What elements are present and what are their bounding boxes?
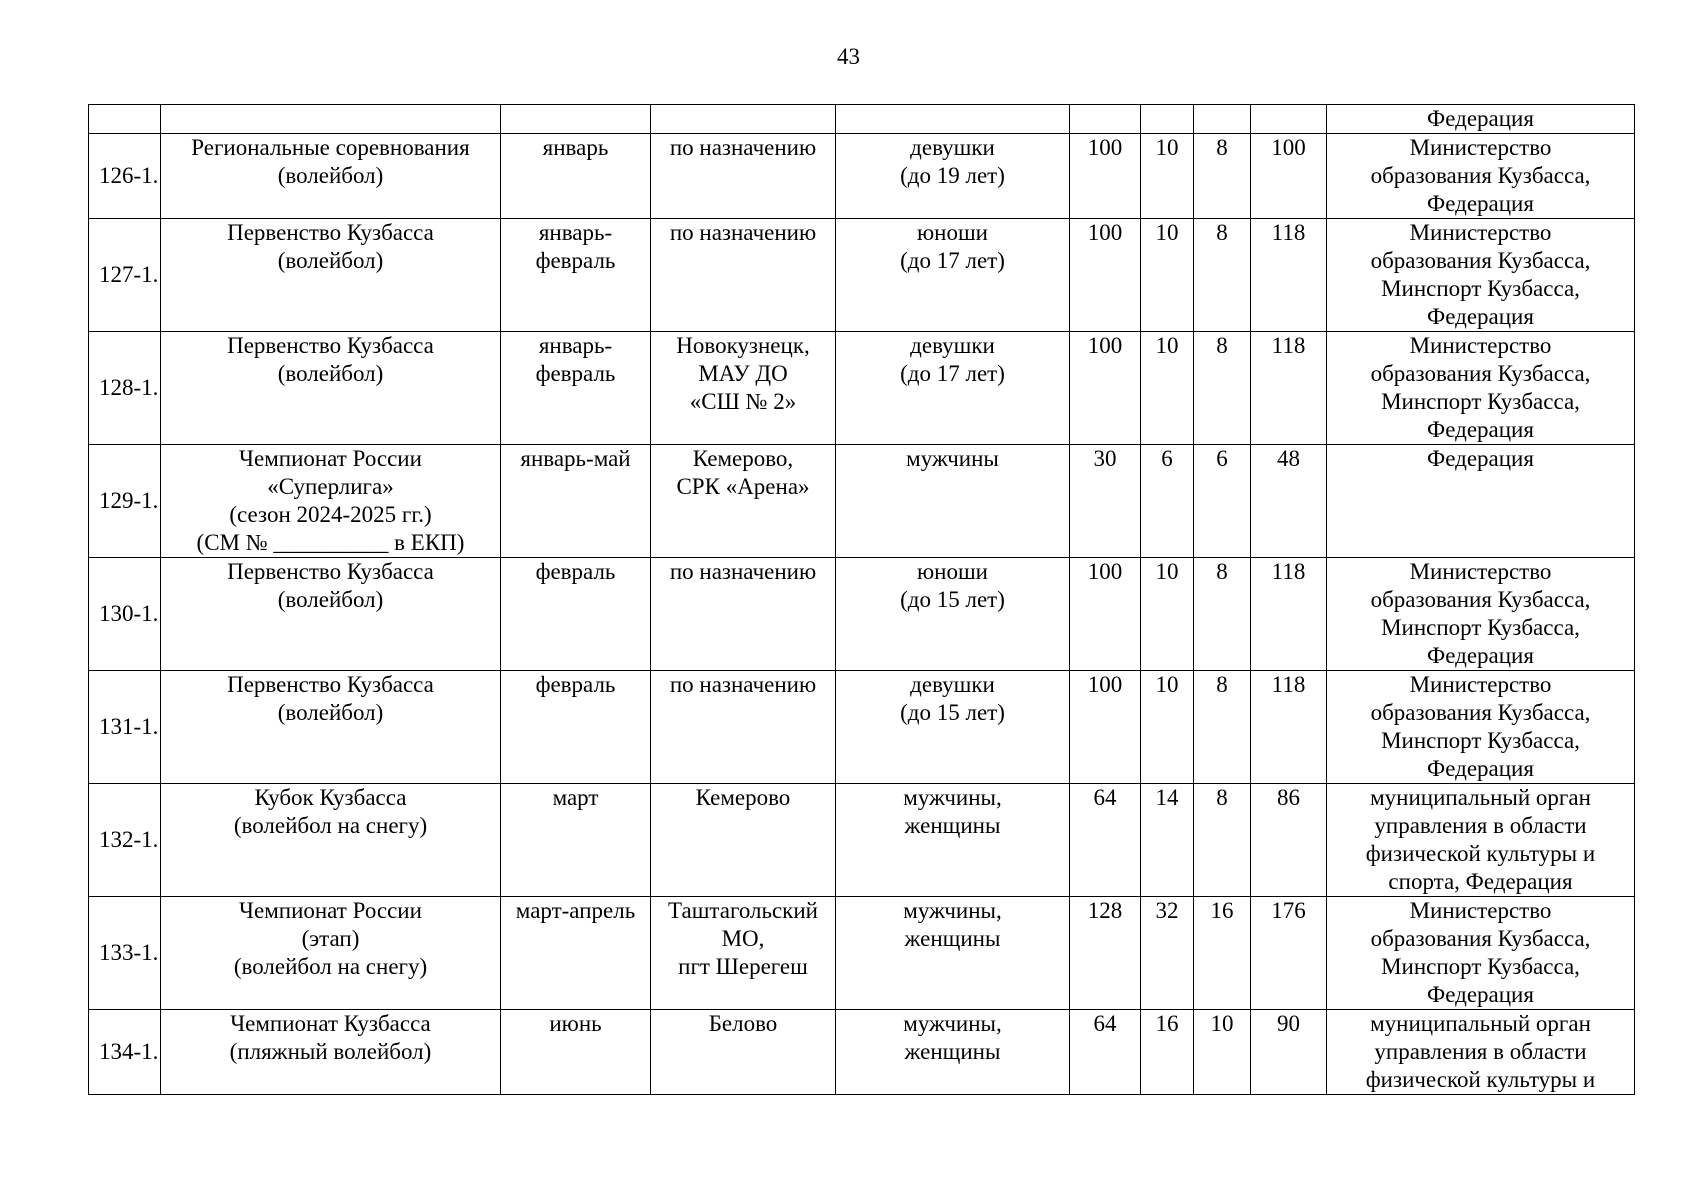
cell-athletes: 30 [1070, 445, 1141, 558]
cell-participants [836, 897, 1070, 1010]
organizer-line: спорта, Федерация [1388, 869, 1573, 894]
event-line: Кубок Кузбасса [254, 785, 407, 810]
organizer-line: Министерство [1409, 672, 1552, 697]
cell-venue [651, 134, 836, 219]
venue-line: Белово [708, 1011, 778, 1036]
event-line: (СМ № __________ в ЕКП) [196, 530, 465, 555]
dates-line: январь- [538, 220, 613, 245]
venue-line: по назначению [669, 220, 817, 245]
event-line: (волейбол на снегу) [233, 954, 428, 979]
cell-num: 128-1. [89, 332, 161, 445]
cell-total [1251, 105, 1327, 134]
continuation-row [89, 105, 1635, 134]
cell-venue [651, 671, 836, 784]
cell-coaches: 32 [1141, 897, 1194, 1010]
cell-participants [836, 219, 1070, 332]
cell-total: 118 [1251, 332, 1327, 445]
cell-judges: 8 [1194, 558, 1251, 671]
event-line: (этап) [301, 926, 360, 951]
participants-line: (до 15 лет) [900, 587, 1005, 612]
cell-event [161, 558, 501, 671]
cell-dates [501, 1010, 651, 1095]
dates-line: февраль [535, 248, 616, 273]
cell-organizer [1327, 219, 1635, 332]
event-line: (волейбол) [277, 587, 384, 612]
cell-event [161, 671, 501, 784]
event-line: (пляжный волейбол) [229, 1039, 432, 1064]
cell-participants [836, 134, 1070, 219]
participants-line: (до 17 лет) [900, 248, 1005, 273]
table-row [89, 219, 1635, 332]
venue-line: пгт Шерегеш [678, 954, 808, 979]
participants-line: женщины [904, 1039, 1001, 1064]
cell-judges: 6 [1194, 445, 1251, 558]
dates-line: январь [542, 135, 609, 160]
cell-judges [1194, 105, 1251, 134]
cell-organizer [1327, 332, 1635, 445]
cell-total: 176 [1251, 897, 1327, 1010]
event-line: Первенство Кузбасса [227, 220, 434, 245]
table-row [89, 332, 1635, 445]
organizer-line: Министерство [1409, 135, 1552, 160]
cell-participants [836, 1010, 1070, 1095]
table-row [89, 671, 1635, 784]
participants-line: юноши [916, 559, 988, 584]
cell-participants [836, 445, 1070, 558]
cell-judges: 8 [1194, 332, 1251, 445]
cell-dates [501, 332, 651, 445]
cell-athletes [1070, 105, 1141, 134]
participants-line: (до 15 лет) [900, 700, 1005, 725]
cell-organizer [1327, 105, 1635, 134]
cell-coaches: 10 [1141, 219, 1194, 332]
cell-coaches: 10 [1141, 332, 1194, 445]
cell-organizer [1327, 445, 1635, 558]
cell-venue [651, 332, 836, 445]
cell-dates [501, 784, 651, 897]
organizer-line: Министерство [1409, 898, 1552, 923]
organizer-line: муниципальный орган [1370, 785, 1591, 810]
cell-athletes: 64 [1070, 784, 1141, 897]
cell-dates [501, 134, 651, 219]
cell-judges: 8 [1194, 134, 1251, 219]
event-line: Региональные соревнования [191, 135, 470, 160]
dates-line: январь- [538, 333, 613, 358]
participants-line: девушки [910, 135, 995, 160]
organizer-line: образования Кузбасса, [1370, 587, 1591, 612]
cell-dates [501, 105, 651, 134]
event-line: «Суперлига» [267, 474, 394, 499]
cell-organizer [1327, 134, 1635, 219]
cell-participants [836, 558, 1070, 671]
cell-coaches [1141, 105, 1194, 134]
event-line: Первенство Кузбасса [227, 333, 434, 358]
organizer-line: Министерство [1409, 220, 1552, 245]
cell-judges: 10 [1194, 1010, 1251, 1095]
cell-total: 86 [1251, 784, 1327, 897]
organizer-line: Минспорт Кузбасса, [1381, 389, 1580, 414]
cell-coaches: 10 [1141, 671, 1194, 784]
dates-line: март [552, 785, 599, 810]
event-line: Чемпионат России [239, 446, 422, 471]
organizer-line: образования Кузбасса, [1370, 361, 1591, 386]
cell-athletes: 100 [1070, 558, 1141, 671]
cell-total: 48 [1251, 445, 1327, 558]
cell-total: 118 [1251, 219, 1327, 332]
organizer-line: Федерация [1427, 417, 1534, 442]
cell-organizer [1327, 671, 1635, 784]
venue-line: СРК «Арена» [676, 474, 810, 499]
table-row [89, 558, 1635, 671]
participants-line: мужчины, [903, 785, 1002, 810]
organizer-line: Минспорт Кузбасса, [1381, 728, 1580, 753]
cell-event [161, 445, 501, 558]
organizer-line: Федерация [1427, 756, 1534, 781]
dates-line: февраль [535, 361, 616, 386]
event-line: (волейбол на снегу) [233, 813, 428, 838]
cell-judges: 8 [1194, 219, 1251, 332]
cell-event [161, 332, 501, 445]
cell-athletes: 100 [1070, 332, 1141, 445]
cell-total: 118 [1251, 671, 1327, 784]
cell-venue [651, 105, 836, 134]
organizer-line: физической культуры и [1365, 841, 1596, 866]
table-row [89, 1010, 1635, 1095]
table-row [89, 784, 1635, 897]
participants-line: девушки [910, 672, 995, 697]
cell-judges: 8 [1194, 671, 1251, 784]
cell-athletes: 100 [1070, 671, 1141, 784]
cell-athletes: 128 [1070, 897, 1141, 1010]
organizer-line: Федерация [1427, 643, 1534, 668]
event-line: (сезон 2024-2025 гг.) [229, 502, 432, 527]
dates-line: февраль [535, 672, 616, 697]
venue-line: МО, [721, 926, 765, 951]
events-table-body [89, 105, 1635, 1095]
event-line: Чемпионат России [239, 898, 422, 923]
page-number: 43 [837, 44, 860, 69]
cell-num: 126-1. [89, 134, 161, 219]
cell-athletes: 100 [1070, 134, 1141, 219]
event-line: Чемпионат Кузбасса [230, 1011, 431, 1036]
participants-line: мужчины [906, 446, 999, 471]
organizer-line: Федерация [1427, 191, 1534, 216]
cell-organizer [1327, 1010, 1635, 1095]
cell-num: 133-1. [89, 897, 161, 1010]
venue-line: Таштагольский [668, 898, 818, 923]
venue-line: Кемерово [695, 785, 791, 810]
cell-event [161, 134, 501, 219]
organizer-line: Минспорт Кузбасса, [1381, 615, 1580, 640]
organizer-line: муниципальный орган [1370, 1011, 1591, 1036]
venue-line: по назначению [669, 672, 817, 697]
participants-line: женщины [904, 926, 1001, 951]
cell-participants [836, 105, 1070, 134]
events-table [88, 104, 1635, 1095]
cell-event [161, 784, 501, 897]
cell-total: 90 [1251, 1010, 1327, 1095]
participants-line: (до 19 лет) [900, 163, 1005, 188]
table-row [89, 445, 1635, 558]
organizer-line: Министерство [1409, 333, 1552, 358]
cell-num: 127-1. [89, 219, 161, 332]
event-line: (волейбол) [277, 361, 384, 386]
event-line: (волейбол) [277, 248, 384, 273]
participants-line: юноши [916, 220, 988, 245]
cell-event [161, 105, 501, 134]
cell-coaches: 16 [1141, 1010, 1194, 1095]
cell-venue [651, 219, 836, 332]
participants-line: девушки [910, 333, 995, 358]
cell-venue [651, 1010, 836, 1095]
organizer-line: образования Кузбасса, [1370, 700, 1591, 725]
dates-line: март-апрель [515, 898, 636, 923]
cell-organizer [1327, 558, 1635, 671]
organizer-line: физической культуры и [1365, 1067, 1596, 1092]
dates-line: февраль [535, 559, 616, 584]
cell-judges: 8 [1194, 784, 1251, 897]
cell-num: 134-1. [89, 1010, 161, 1095]
organizer-line: образования Кузбасса, [1370, 926, 1591, 951]
cell-event [161, 897, 501, 1010]
cell-dates [501, 897, 651, 1010]
cell-participants [836, 332, 1070, 445]
dates-line: июнь [549, 1011, 602, 1036]
cell-participants [836, 671, 1070, 784]
cell-event [161, 219, 501, 332]
cell-num: 131-1. [89, 671, 161, 784]
organizer-line: управления в области [1374, 813, 1587, 838]
organizer-line: Федерация [1427, 982, 1534, 1007]
cell-num: 132-1. [89, 784, 161, 897]
cell-event [161, 1010, 501, 1095]
cell-coaches: 10 [1141, 558, 1194, 671]
venue-line: Кемерово, [692, 446, 794, 471]
participants-line: мужчины, [903, 1011, 1002, 1036]
venue-line: по назначению [669, 135, 817, 160]
venue-line: «СШ № 2» [689, 389, 797, 414]
cell-dates [501, 671, 651, 784]
participants-line: (до 17 лет) [900, 361, 1005, 386]
organizer-line: Федерация [1427, 304, 1534, 329]
organizer-line: Федерация [1427, 446, 1534, 471]
organizer-line: образования Кузбасса, [1370, 248, 1591, 273]
event-line: Первенство Кузбасса [227, 559, 434, 584]
event-line: (волейбол) [277, 163, 384, 188]
cell-dates [501, 558, 651, 671]
cell-coaches: 6 [1141, 445, 1194, 558]
cell-organizer [1327, 784, 1635, 897]
cell-venue [651, 558, 836, 671]
participants-line: женщины [904, 813, 1001, 838]
cell-athletes: 100 [1070, 219, 1141, 332]
cell-total: 118 [1251, 558, 1327, 671]
organizer-line: Федерация [1427, 106, 1534, 131]
organizer-line: Министерство [1409, 559, 1552, 584]
cell-athletes: 64 [1070, 1010, 1141, 1095]
cell-judges: 16 [1194, 897, 1251, 1010]
venue-line: Новокузнецк, [676, 333, 810, 358]
cell-venue [651, 445, 836, 558]
participants-line: мужчины, [903, 898, 1002, 923]
table-row [89, 897, 1635, 1010]
event-line: (волейбол) [277, 700, 384, 725]
cell-coaches: 14 [1141, 784, 1194, 897]
table-row [89, 134, 1635, 219]
organizer-line: Минспорт Кузбасса, [1381, 954, 1580, 979]
organizer-line: Минспорт Кузбасса, [1381, 276, 1580, 301]
cell-coaches: 10 [1141, 134, 1194, 219]
organizer-line: управления в области [1374, 1039, 1587, 1064]
cell-participants [836, 784, 1070, 897]
cell-dates [501, 219, 651, 332]
cell-num: 130-1. [89, 558, 161, 671]
cell-num: 129-1. [89, 445, 161, 558]
venue-line: МАУ ДО [698, 361, 788, 386]
cell-num [89, 105, 161, 134]
venue-line: по назначению [669, 559, 817, 584]
cell-organizer [1327, 897, 1635, 1010]
cell-venue [651, 897, 836, 1010]
cell-dates [501, 445, 651, 558]
dates-line: январь-май [520, 446, 631, 471]
organizer-line: образования Кузбасса, [1370, 163, 1591, 188]
event-line: Первенство Кузбасса [227, 672, 434, 697]
cell-venue [651, 784, 836, 897]
cell-total: 100 [1251, 134, 1327, 219]
